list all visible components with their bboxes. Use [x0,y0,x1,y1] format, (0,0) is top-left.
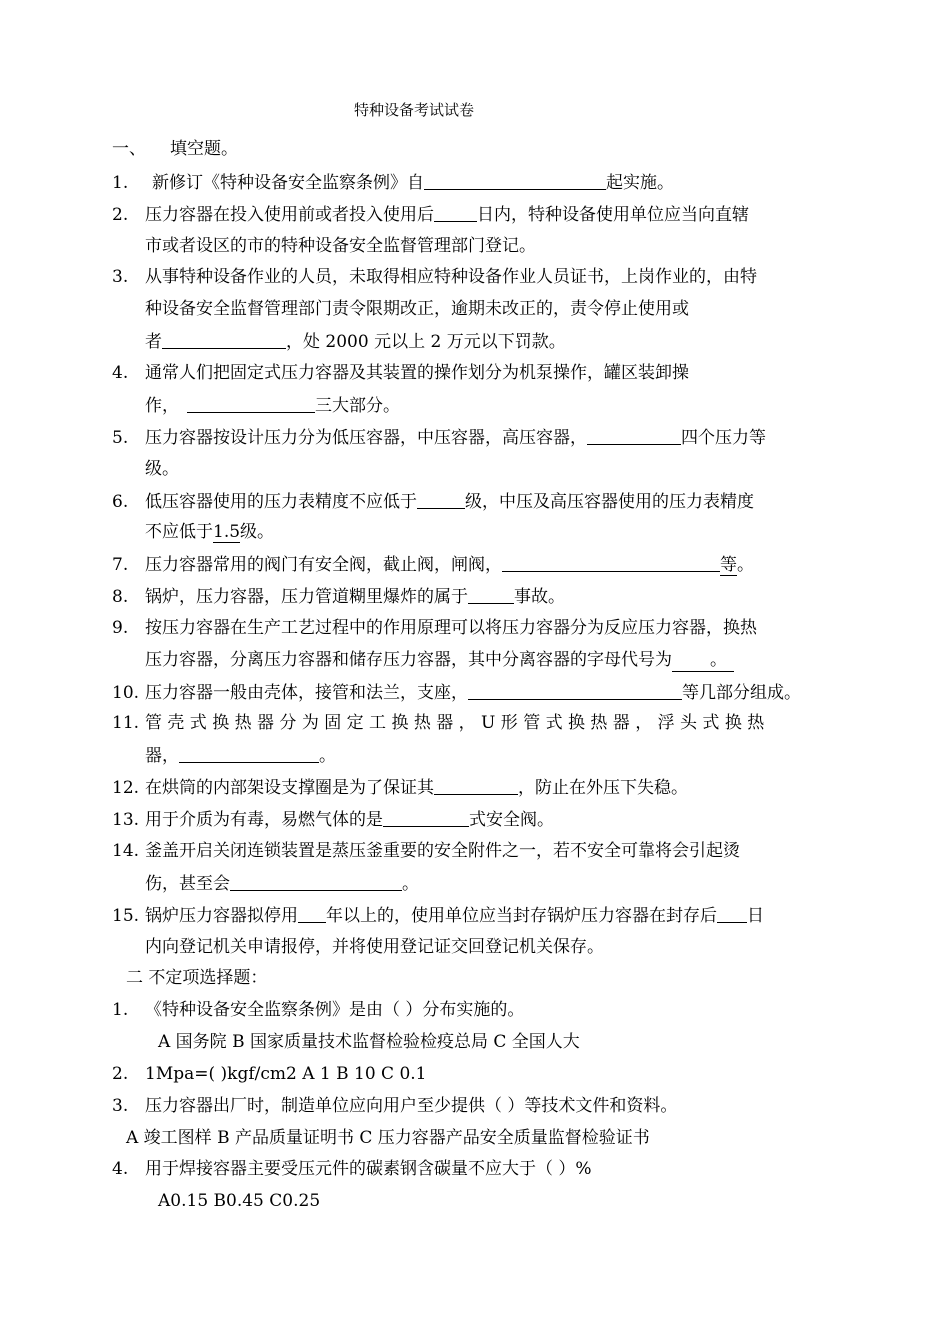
question-text: 等 [720,555,737,575]
question-number: 11. [112,713,140,733]
section-heading-multiple-choice: 二 不定项选择题： [126,968,268,988]
question-text: 级。 [240,522,275,542]
question-number: 15. [112,906,140,926]
question-text: 压力容器，分离压力容器和储存压力容器，其中分离容器的字母代号为 [145,650,672,670]
question-8 [112,585,565,608]
question-number: 7. [112,555,129,575]
answer-blank[interactable] [187,394,315,413]
question-text: 日内，特种设备使用单位应当向直辖 [477,205,749,225]
answer-blank[interactable] [587,426,681,445]
question-text: 新修订《特种设备安全监察条例》自 [152,173,424,193]
section-title: 填空题。 [170,139,238,159]
question-text: 用于介质为有毒，易燃气体的是 [145,810,383,830]
question-number: 4. [112,363,129,383]
question-3-line-3 [145,330,566,353]
answer-blank[interactable] [468,585,514,604]
answer-blank[interactable] [717,904,747,923]
question-text: 。 [319,746,336,766]
question-text: 低压容器使用的压力表精度不应低于 [145,492,417,512]
question-text: 者 [145,332,162,352]
answer-blank[interactable] [383,808,469,827]
question-4-line-2 [145,394,400,417]
question-text: 事故。 [514,587,565,607]
question-text: 。 [710,650,727,670]
question-text: 起实施。 [606,173,674,193]
question-text: 。 [737,555,754,575]
question-text: 压力容器出厂时，制造单位应向用户至少提供（ ）等技术文件和资料。 [145,1096,678,1116]
question-number: 6. [112,492,129,512]
section-heading-fill-blank [112,138,238,160]
question-text: 压力容器按设计压力分为低压容器，中压容器，高压容器， [145,428,587,448]
question-text: 四个压力等 [681,428,766,448]
question-number: 2. [112,1064,129,1084]
answer-blank[interactable] [162,330,286,349]
question-number: 2. [112,205,129,225]
choice-options: A 国务院 B 国家质量技术监督检验检疫总局 C 全国人大 [158,1032,580,1052]
question-text: 管 壳 式 换 热 器 分 为 固 定 工 换 热 器 ， U 形 管 式 换 热 器 ， 浮 头 式 换 热 [145,713,765,733]
question-text: 器， [145,746,179,766]
answer-blank[interactable] [434,203,477,222]
filled-answer: 1.5 [213,522,241,542]
question-5 [112,426,766,449]
question-text: 年以上的，使用单位应当封存锅炉压力容器在封存后 [326,906,717,926]
question-number: 5. [112,428,129,448]
question-number: 3. [112,1096,129,1116]
question-text: 按压力容器在生产工艺过程中的作用原理可以将压力容器分为反应压力容器，换热 [145,618,757,638]
question-number: 8. [112,587,129,607]
question-14-line-2 [145,872,419,895]
question-text: 压力容器常用的阀门有安全阀，截止阀，闸阀， [145,555,502,575]
question-number: 14. [112,841,140,861]
answer-blank[interactable] [434,776,518,795]
answer-blank[interactable] [230,872,402,891]
question-text: 锅炉，压力容器，压力管道糊里爆炸的属于 [145,587,468,607]
question-9 [112,617,757,639]
question-13 [112,808,554,831]
answer-blank[interactable] [468,681,682,700]
question-11 [112,712,764,734]
question-text-continued: 内向登记机关申请报停，并将使用登记证交回登记机关保存。 [145,937,604,957]
answer-blank[interactable] [298,904,326,923]
question-text-continued: 种设备安全监督管理部门责令限期改正，逾期未改正的，责令停止使用或 [145,299,689,319]
question-text: ，防止在外压下失稳。 [518,778,688,798]
question-number: 4. [112,1159,129,1179]
question-15 [112,904,764,927]
question-text: 压力容器一般由壳体，接管和法兰，支座， [145,683,468,703]
question-text-continued: 市或者设区的市的特种设备安全监督管理部门登记。 [145,236,536,256]
choice-question-3 [112,1095,677,1117]
choice-question-2 [112,1063,427,1085]
question-14 [112,840,740,862]
answer-blank[interactable] [417,490,465,509]
question-number: 12. [112,778,140,798]
question-number: 13. [112,810,140,830]
choice-question-4 [112,1158,592,1180]
question-text: 不应低于 [145,522,213,542]
question-12 [112,776,688,799]
question-9-line-2 [145,649,734,672]
question-text: 三大部分。 [315,396,400,416]
question-number: 9. [112,618,129,638]
question-7 [112,553,754,576]
question-10 [112,681,801,704]
question-text: 从事特种设备作业的人员，未取得相应特种设备作业人员证书，上岗作业的，由特 [145,267,757,287]
question-number: 1. [112,173,129,193]
question-6-line-2 [145,521,274,543]
question-text: 1Mpa=( )kgf/cm2 A 1 B 10 C 0.1 [145,1064,427,1084]
question-3 [112,266,757,288]
answer-blank[interactable] [424,171,606,190]
question-11-line-2 [145,744,336,767]
question-text: 日 [747,906,764,926]
answer-blank[interactable] [179,744,319,763]
question-text: 在烘筒的内部架设支撑圈是为了保证其 [145,778,434,798]
question-number: 3. [112,267,129,287]
question-text: 伤，甚至会 [145,874,230,894]
question-text: 《特种设备安全监察条例》是由（ ）分布实施的。 [145,1000,525,1020]
question-text: ，处 2000 元以上 2 万元以下罚款。 [286,332,566,352]
section-number: 一、 [112,139,146,159]
choice-question-1 [112,999,524,1021]
question-text: 压力容器在投入使用前或者投入使用后 [145,205,434,225]
question-text: 。 [402,874,419,894]
question-text: 级，中压及高压容器使用的压力表精度 [465,492,754,512]
question-text: 锅炉压力容器拟停用 [145,906,298,926]
question-6 [112,490,754,513]
choice-options: A0.15 B0.45 C0.25 [158,1191,321,1211]
question-4 [112,362,689,384]
question-text-continued: 级。 [145,459,179,479]
question-text: 通常人们把固定式压力容器及其装置的操作划分为机泵操作，罐区装卸操 [145,363,689,383]
page-title: 特种设备考试试卷 [354,101,475,119]
question-1 [112,171,674,194]
question-text: 作， [145,396,179,416]
answer-blank[interactable] [672,649,734,672]
question-number: 1. [112,1000,129,1020]
question-text: 釜盖开启关闭连锁装置是蒸压釜重要的安全附件之一，若不安全可靠将会引起烫 [145,841,740,861]
question-text: 式安全阀。 [469,810,554,830]
question-text: 等几部分组成。 [682,683,801,703]
question-number: 10. [112,683,140,703]
question-text: 用于焊接容器主要受压元件的碳素钢含碳量不应大于（ ）% [145,1159,592,1179]
question-2 [112,203,749,226]
choice-options: A 竣工图样 B 产品质量证明书 C 压力容器产品安全质量监督检验证书 [126,1128,650,1148]
answer-blank[interactable] [502,553,720,572]
